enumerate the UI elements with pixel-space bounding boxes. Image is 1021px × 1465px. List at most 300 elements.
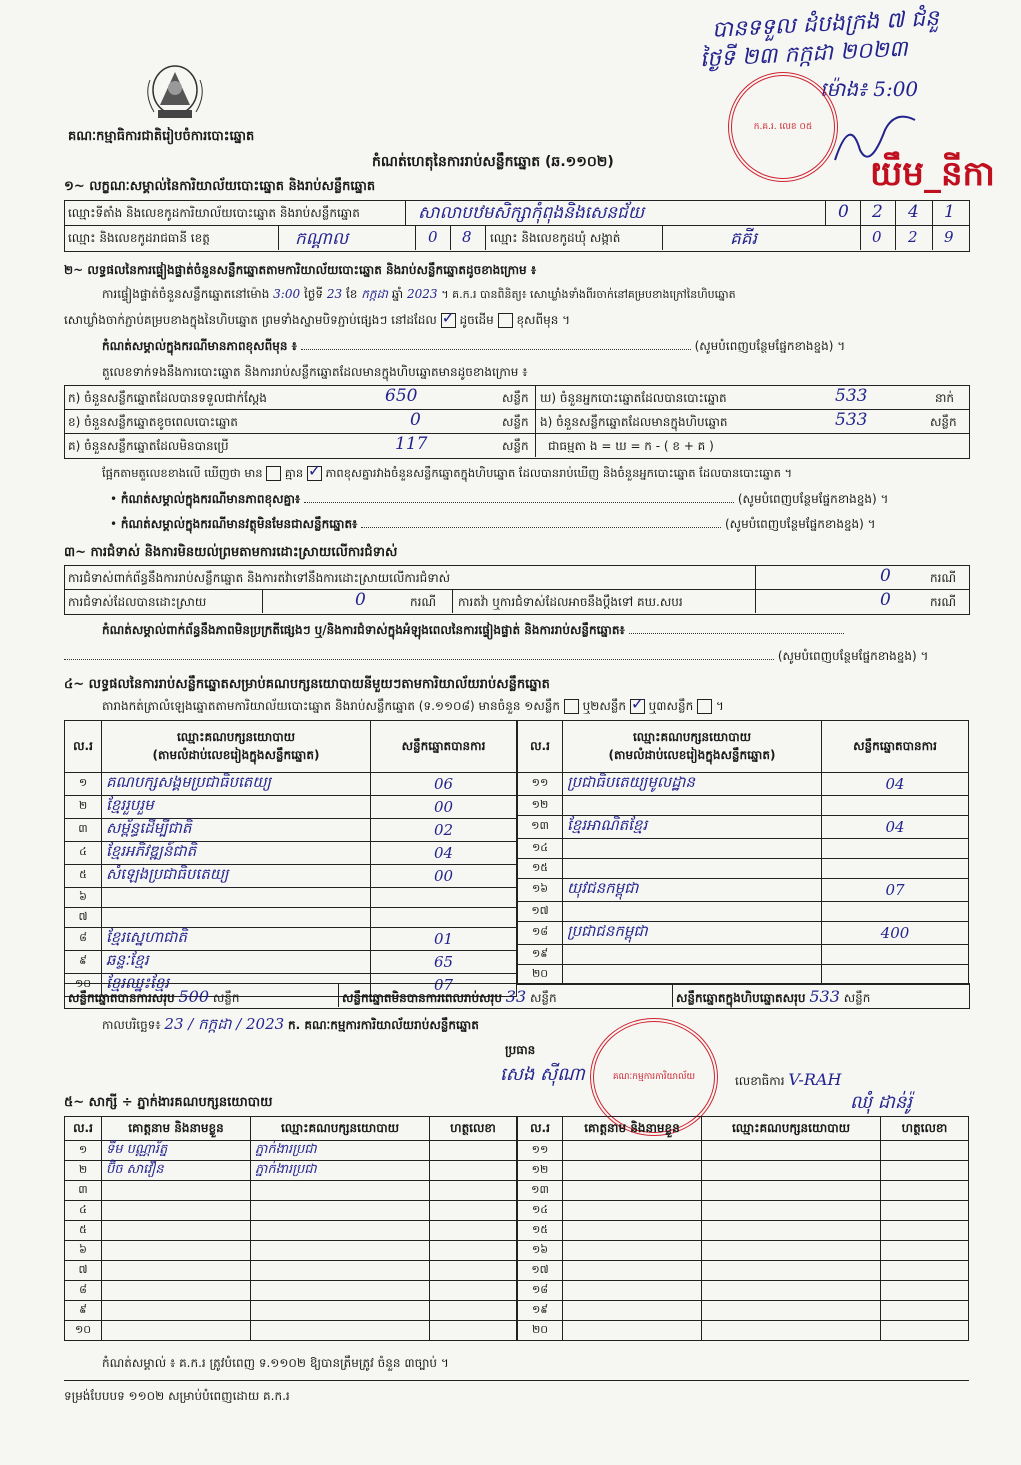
witness-row-no: ១១: [518, 1141, 563, 1161]
vote-row-party: ខ្មែរឈ្នះខ្មែរ: [102, 974, 371, 997]
witness-row-party: [251, 1321, 430, 1341]
location-code-3: 4: [908, 202, 919, 222]
vote-row-party: ប្រជាធិបតេយ្យមូលដ្ឋាន: [563, 773, 822, 796]
vote-row-votes: 02: [371, 819, 517, 842]
total-box-label: សន្លឹកឆ្នោតក្នុងហិបឆ្នោតសរុប: [676, 991, 806, 1005]
witness-table-left: [64, 1116, 517, 1341]
vote-row: [65, 928, 517, 951]
witness-row-name: [563, 1141, 702, 1161]
vote-row: [518, 839, 969, 859]
witness-row-no: ២: [65, 1161, 102, 1181]
unused-value: 117: [395, 434, 428, 454]
vote-row-no: ១២: [518, 796, 563, 816]
witness-row-signature: [881, 1241, 969, 1261]
witness-row-signature: [430, 1281, 517, 1301]
province-code-1: 0: [428, 228, 438, 246]
verify-time: 3:00: [273, 287, 301, 301]
received-value: 650: [385, 386, 418, 406]
vote-row-votes: [371, 908, 517, 928]
verify-year-label: ឆ្នាំ: [391, 287, 404, 301]
witness-row: [65, 1301, 517, 1321]
note-difference-line: • កំណត់សម្គាល់ក្នុងករណីមានភាពខុសគ្នា៖ (សូមបំពេញបន្ថែមផ្នែកខាងខ្នង) ។: [110, 492, 889, 506]
col-party-left-title: ឈ្មោះគណបក្សនយោបាយ: [176, 729, 296, 744]
vote-row: [65, 796, 517, 819]
witness-row-name: [102, 1261, 251, 1281]
witness-row-name: [563, 1241, 702, 1261]
col-votes-left: សន្លឹកឆ្នោតបានការ: [371, 721, 517, 773]
inbox-unit: សន្លឹក: [930, 415, 957, 429]
vote-row-no: ១៣: [518, 816, 563, 839]
witness-row-signature: [430, 1221, 517, 1241]
province-code-2: 8: [462, 228, 472, 246]
witness-row-no: ១៣: [518, 1181, 563, 1201]
appeal-unit: ករណី: [930, 595, 957, 609]
vote-row-no: ១៧: [518, 902, 563, 922]
w-col-party-left: ឈ្មោះគណបក្សនយោបាយ: [251, 1117, 430, 1141]
verify-day-label: ថ្ងៃទី: [303, 287, 323, 301]
witness-row-no: ៥: [65, 1221, 102, 1241]
w-col-name-right: គោត្តនាម និងនាមខ្លួន: [563, 1117, 702, 1141]
vote-row: [518, 965, 969, 985]
note-diff-line: [102, 338, 968, 356]
total-valid-unit: សន្លឹក: [212, 991, 240, 1005]
total-valid-label: សន្លឹកឆ្នោតបានការសរុប: [68, 991, 175, 1005]
witness-row: [518, 1221, 969, 1241]
inbox-value: 533: [835, 410, 868, 430]
witness-row-party: [251, 1241, 430, 1261]
location-label: ឈ្មោះទីតាំង និងលេខកូដការិយាល័យបោះឆ្នោត និងរាប់សន្លឹកឆ្នោត: [68, 206, 360, 220]
diff-label: ខុសពីមុន: [516, 313, 559, 327]
secretary-label: លេខាធិការ: [735, 1074, 785, 1088]
col-votes-right: សន្លឹកឆ្នោតបានការ: [822, 721, 969, 773]
w-col-sig-right: ហត្ថលេខា: [881, 1117, 969, 1141]
witness-row-signature: [881, 1161, 969, 1181]
witness-row-no: ១២: [518, 1161, 563, 1181]
witness-row-signature: [881, 1261, 969, 1281]
vote-row-party: [563, 902, 822, 922]
witness-row: [518, 1181, 969, 1201]
same-checkbox[interactable]: [441, 313, 456, 328]
col-party-right-title: ឈ្មោះគណបក្សនយោបាយ: [632, 729, 752, 744]
note-foreign-label: កំណត់សម្គាល់ក្នុងករណីមានវត្ថុមិនមែនជាសន្លឹកឆ្នោត៖: [120, 517, 358, 531]
witness-row-name: [563, 1281, 702, 1301]
tally-intro: តារាងកត់ត្រាលំឡេងឆ្នោតតាមការិយាល័យបោះឆ្នោត និងរាប់សន្លឹកឆ្នោត (ទ.១១០៨) មានចំនួន ១សន្លឹក: [102, 699, 560, 713]
verify-rest: ។ គ.ក.រ បានពិនិត្យ៖ សោឃ្លាំងទាំងពីរចាក់នៅគម្របខាងក្រៅនៃហិបឆ្នោត: [441, 288, 736, 301]
resolved-value: 0: [355, 590, 366, 610]
vote-row: [518, 879, 969, 902]
note-foreign-line: • កំណត់សម្គាល់ក្នុងករណីមានវត្ថុមិនមែនជាសន្លឹកឆ្នោត៖ (សូមបំពេញបន្ថែមផ្នែកខាងខ្នង) ។: [110, 517, 876, 531]
fill-more-3: (សូមបំពេញបន្ថែមផ្នែកខាងខ្នង) ។: [725, 517, 876, 531]
objection-value: 0: [880, 566, 891, 586]
hw-received-time: ម៉ោង៖ 5:00: [820, 77, 919, 101]
vote-row-party: [563, 945, 822, 965]
vote-row-no: ១៨: [518, 922, 563, 945]
vote-row-no: ១៤: [518, 839, 563, 859]
witness-row-party: [702, 1241, 881, 1261]
voters-value: 533: [835, 386, 868, 406]
witness-row-name: [563, 1301, 702, 1321]
no-diff-checkbox[interactable]: [307, 466, 322, 481]
compare-rest: ភាពខុសគ្នារវាងចំនួនសន្លឹកឆ្នោតក្នុងហិបឆ្នោត ដែលបានរាប់ឃើញ និងចំនួនអ្នកបោះឆ្នោត ដែលបានបោះឆ្នោត ។: [325, 466, 793, 480]
witness-row-name: [563, 1201, 702, 1221]
resolved-unit: ករណី: [410, 595, 437, 609]
spoiled-label: ខ) ចំនួនសន្លឹកឆ្នោតខូចពេលបោះឆ្នោត: [68, 415, 238, 429]
vote-row-party: ខ្មែរស្នេហាជាតិ: [102, 928, 371, 951]
vote-row-party: ឆន្ទៈខ្មែរ: [102, 951, 371, 974]
total-box-line: [676, 987, 870, 1008]
total-invalid-label: សន្លឹកឆ្នោតមិនបានការពេលរាប់សរុប: [342, 991, 502, 1005]
form-version: ទម្រង់បែបបទ ១១០២ សម្រាប់បំពេញដោយ គ.ក.រ: [64, 1389, 290, 1403]
w-col-name-left: គោត្តនាម និងនាមខ្លួន: [102, 1117, 251, 1141]
vote-row: [518, 902, 969, 922]
witness-row-signature: [430, 1241, 517, 1261]
date-label: កាលបរិច្ឆេទ៖: [102, 1018, 161, 1032]
witness-row: [65, 1181, 517, 1201]
irregularity-line-2: [64, 648, 928, 666]
vote-row: [518, 796, 969, 816]
vote-row-votes: 07: [371, 974, 517, 997]
verify-time-label: ការផ្ទៀងផ្ទាត់ចំនួនសន្លឹកឆ្នោតនៅម៉ោង: [102, 287, 270, 301]
col-no-right: ល.រ: [518, 721, 563, 773]
has-diff-checkbox[interactable]: [266, 466, 281, 481]
compare-line: [102, 466, 792, 483]
witness-row-party: [702, 1281, 881, 1301]
vote-row: [518, 922, 969, 945]
vote-row-no: ១០: [65, 974, 102, 997]
witness-row: [518, 1281, 969, 1301]
location-code-2: 2: [872, 202, 883, 222]
vote-row-no: ២: [65, 796, 102, 819]
vote-row-votes: 07: [822, 879, 969, 902]
commune-code-1: 0: [872, 228, 882, 246]
secretary-line: [735, 1070, 841, 1091]
vote-row: [65, 865, 517, 888]
resolved-label: ការជំទាស់ដែលបានដោះស្រាយ: [68, 595, 207, 609]
tally-sheets-line: តារាងកត់ត្រាលំឡេងឆ្នោតតាមការិយាល័យបោះឆ្នោត និងរាប់សន្លឹកឆ្នោត (ទ.១១០៨) មានចំនួន ១សន្លឹក ឬ២សន្លឹក ✓ ឬ៣សន្លឹក ។: [102, 698, 724, 716]
w-col-no-right: ល.រ: [518, 1117, 563, 1141]
witness-row: [65, 1261, 517, 1281]
commune-label: ឈ្មោះ និងលេខកូដឃុំ សង្កាត់: [490, 231, 621, 245]
location-code-1: 0: [838, 202, 849, 222]
irregularity-line: [102, 622, 844, 640]
vote-row: [65, 951, 517, 974]
col-no-left: ល.រ: [65, 721, 102, 773]
section1-title: ១~ លក្ខណៈសម្គាល់នៃការិយាល័យបោះឆ្នោត និងរាប់សន្លឹកឆ្នោត: [64, 179, 376, 194]
voters-unit: នាក់: [935, 391, 955, 405]
witness-row-signature: [430, 1141, 517, 1161]
vote-row-votes: [822, 839, 969, 859]
witness-row-party: [702, 1301, 881, 1321]
vote-row: [65, 773, 517, 796]
w-col-sig-left: ហត្ថលេខា: [430, 1117, 517, 1141]
verify-day: 23: [326, 287, 343, 301]
vote-row-party: [563, 965, 822, 985]
vote-row-votes: [822, 945, 969, 965]
witness-row-signature: [881, 1141, 969, 1161]
vote-row-votes: [371, 888, 517, 908]
numbers-intro: តួលេខទាក់ទងនឹងការបោះឆ្នោត និងការរាប់សន្លឹកឆ្នោតដែលមានក្នុងហិបឆ្នោតមានដូចខាងក្រោម ៖: [102, 365, 528, 379]
vote-row: [518, 945, 969, 965]
votes-table-right: [517, 720, 969, 985]
witness-row-signature: [881, 1301, 969, 1321]
vote-row-party: សម្ព័ន្ធដើម្បីជាតិ: [102, 819, 371, 842]
vote-row-no: ១៩: [518, 945, 563, 965]
received-label: ក) ចំនួនសន្លឹកឆ្នោតដែលបានទទួលជាក់ស្តែង: [68, 391, 267, 405]
commune-value: គគីរ: [730, 229, 757, 249]
formula: ជាធម្មតា ង = ឃ = ក - ( ខ + គ ): [548, 439, 714, 453]
witness-row-no: ៤: [65, 1201, 102, 1221]
witness-row-party: [251, 1181, 430, 1201]
total-valid-line: [68, 987, 240, 1008]
witness-row: [518, 1141, 969, 1161]
objection-label: ការជំទាស់ពាក់ព័ន្ធនឹងការរាប់សន្លឹកឆ្នោត និងការតវ៉ាទៅនឹងការដោះស្រាយលើការជំទាស់: [68, 571, 451, 585]
compare-text: ផ្អែកតាមតួលេខខាងលើ ឃើញថា មាន: [102, 466, 263, 480]
note-diff-label: កំណត់សម្គាល់ក្នុងករណីមានភាពខុសពីមុន ៖: [102, 339, 297, 353]
vote-row-no: ៣: [65, 819, 102, 842]
col-party-left: [102, 721, 371, 773]
page-title: កំណត់ហេតុនៃការរាប់សន្លឹកឆ្នោត (ឆ.១១០២): [372, 154, 614, 170]
same-label: ដូចដើម: [459, 313, 494, 327]
vote-row-votes: [822, 965, 969, 985]
three-sheet-checkbox[interactable]: [697, 699, 712, 714]
verify-line: [102, 286, 736, 304]
witness-row-name: [563, 1261, 702, 1281]
vote-row-no: ៩: [65, 951, 102, 974]
vote-row-votes: 04: [822, 816, 969, 839]
hw-received-note: បានទទួល ដំបងក្រង ៧ ជំនួ: [711, 6, 940, 43]
vote-row-party: ខ្មែររួបរួម: [102, 796, 371, 819]
total-invalid-line: [342, 987, 557, 1008]
witness-row-name: [563, 1221, 702, 1241]
diff-checkbox[interactable]: [498, 313, 513, 328]
witness-row-signature: [881, 1181, 969, 1201]
witness-row-name: [102, 1321, 251, 1341]
vote-row-no: ២០: [518, 965, 563, 985]
commune-code-3: 9: [944, 228, 954, 246]
witness-table-right: [517, 1116, 969, 1341]
hw-signature-mark: [830, 110, 920, 170]
col-party-right: [563, 721, 822, 773]
witness-row-party: [251, 1281, 430, 1301]
witness-row-no: ១៦: [518, 1241, 563, 1261]
received-unit: សន្លឹក: [502, 391, 529, 405]
witness-row-name: ប៊ិច សាវឿន: [102, 1161, 251, 1181]
witness-row-party: [702, 1161, 881, 1181]
two-sheet-checkbox[interactable]: [630, 699, 645, 714]
witness-row-name: [102, 1281, 251, 1301]
witness-row: [65, 1321, 517, 1341]
location-code-4: 1: [944, 202, 955, 222]
witness-row-no: ៨: [65, 1281, 102, 1301]
vote-row-party: [563, 796, 822, 816]
secretary-name: ឈុំ ដាន់រ៉ូ: [850, 1092, 912, 1113]
vote-row-party: [102, 888, 371, 908]
witness-row-party: [702, 1261, 881, 1281]
note-difference-label: កំណត់សម្គាល់ក្នុងករណីមានភាពខុសគ្នា៖: [120, 492, 301, 506]
witness-row-no: ២០: [518, 1321, 563, 1341]
witness-row: [518, 1241, 969, 1261]
witness-row-signature: [430, 1321, 517, 1341]
witness-row: [518, 1201, 969, 1221]
verify-year: 2023: [406, 287, 438, 301]
vote-row-votes: 04: [371, 842, 517, 865]
vote-row-no: ៨: [65, 928, 102, 951]
witness-row-name: [102, 1221, 251, 1241]
witness-row: [518, 1301, 969, 1321]
official-stamp-top: [728, 72, 838, 182]
vote-row-party: ខ្មែរអាណិតខ្មែរ: [563, 816, 822, 839]
unused-label: គ) ចំនួនសន្លឹកឆ្នោតដែលមិនបានប្រើ: [68, 439, 229, 453]
vote-row-no: ៤: [65, 842, 102, 865]
stamp-top-text: ក.គ.រ. លេខ ០៥: [753, 121, 813, 132]
witness-row-name: [563, 1321, 702, 1341]
witness-row-signature: [430, 1201, 517, 1221]
fill-more-1: (សូមបំពេញបន្ថែមផ្នែកខាងខ្នង) ។: [694, 339, 846, 353]
vote-row-party: សំឡេងប្រជាធិបតេយ្យ: [102, 865, 371, 888]
witness-row: [518, 1161, 969, 1181]
vote-row: [518, 859, 969, 879]
witness-row-no: ១៩: [518, 1301, 563, 1321]
witness-row: [518, 1321, 969, 1341]
voters-label: ឃ) ចំនួនអ្នកបោះឆ្នោតដែលបានបោះឆ្នោត: [540, 391, 727, 405]
section5-title: ៥~ សាក្សី ÷ ភ្នាក់ងារគណបក្សនយោបាយ: [64, 1095, 273, 1110]
vote-row-no: ៦: [65, 888, 102, 908]
spoiled-value: 0: [410, 410, 421, 430]
witness-row-party: [251, 1201, 430, 1221]
witness-row-party: [702, 1181, 881, 1201]
chair-signature: សេង សុីណា: [500, 1064, 585, 1085]
vote-row-votes: [822, 859, 969, 879]
unused-unit: សន្លឹក: [502, 439, 529, 453]
witness-row: [65, 1281, 517, 1301]
total-invalid-unit: សន្លឹក: [529, 991, 557, 1005]
province-label: ឈ្មោះ និងលេខកូដរាជធានី ខេត្ត: [68, 231, 210, 245]
verify-month: កក្កដា: [361, 287, 388, 301]
verify-line-2: សោឃ្លាំងចាក់ភ្ជាប់គម្របខាងក្នុងនៃហិបឆ្នោត ព្រមទាំងស្នាមបិទភ្ជាប់ផ្សេងៗ នៅដដែល ✓ ដូចដើម ខុសពីមុន ។: [64, 312, 570, 330]
province-value: កណ្តាល: [295, 229, 349, 249]
witness-row-party: [702, 1321, 881, 1341]
spoiled-unit: សន្លឹក: [502, 415, 529, 429]
witness-row-no: ៣: [65, 1181, 102, 1201]
vote-row-no: ១៦: [518, 879, 563, 902]
commune-code-2: 2: [908, 228, 918, 246]
fill-more-4: (សូមបំពេញបន្ថែមផ្នែកខាងខ្នង) ។: [777, 649, 929, 663]
vote-row: [518, 816, 969, 839]
one-sheet-checkbox[interactable]: [564, 699, 579, 714]
verify-month-label: ខែ: [345, 287, 358, 301]
witness-row-no: ១៤: [518, 1201, 563, 1221]
vote-row-votes: 01: [371, 928, 517, 951]
vote-row: [518, 773, 969, 796]
red-signature-name: យឹម_នីកា: [870, 154, 995, 194]
witness-row-no: ៦: [65, 1241, 102, 1261]
vote-row-votes: 00: [371, 865, 517, 888]
date-value: 23 / កក្កដា / 2023: [164, 1015, 285, 1033]
two-sheet-label: ឬ២សន្លឹក: [582, 699, 627, 713]
witness-row: [65, 1161, 517, 1181]
witness-row-signature: [430, 1261, 517, 1281]
witness-row-party: ភ្នាក់ងារប្រជា: [251, 1141, 430, 1161]
witness-row-name: ទឹម បណ្ណារ័ត្ន: [102, 1141, 251, 1161]
witness-row-signature: [881, 1281, 969, 1301]
witness-row-party: [251, 1261, 430, 1281]
witness-row-name: [563, 1181, 702, 1201]
witness-row: [65, 1241, 517, 1261]
secretary-signature: V-RAH: [788, 1070, 842, 1089]
witness-row-party: [251, 1221, 430, 1241]
witness-row-no: ១: [65, 1141, 102, 1161]
fill-more-2: (សូមបំពេញបន្ថែមផ្នែកខាងខ្នង) ។: [737, 492, 889, 506]
w-col-party-right: ឈ្មោះគណបក្សនយោបាយ: [702, 1117, 881, 1141]
vote-row-no: ១១: [518, 773, 563, 796]
witness-row-name: [102, 1181, 251, 1201]
section4-title: ៤~ លទ្ធផលនៃការរាប់សន្លឹកឆ្នោតសម្រាប់គណបក្សនយោបាយនីមួយៗតាមការិយាល័យរាប់សន្លឹកឆ្នោត: [64, 677, 550, 692]
col-party-right-sub: (តាមលំដាប់លេខរៀងក្នុងសន្លឹកឆ្នោត): [608, 747, 776, 762]
appeal-label: ការតវ៉ា ឬការជំទាស់ដែលអាចនឹងប្តឹងទៅ គឃ.សបរ: [458, 595, 683, 609]
vote-row-votes: 06: [371, 773, 517, 796]
witness-row-no: ៩: [65, 1301, 102, 1321]
chair-label: ប្រធាន: [505, 1043, 536, 1057]
emblem: [140, 60, 210, 126]
witness-row: [518, 1261, 969, 1281]
witness-row: [65, 1141, 517, 1161]
vote-row-no: ៧: [65, 908, 102, 928]
vote-row-party: យុវជនកម្ពុជា: [563, 879, 822, 902]
stamp-bottom-text: គណៈកម្មការការិយាល័យ: [612, 1071, 696, 1082]
vote-row: [65, 908, 517, 928]
inbox-label: ង) ចំនួនសន្លឹកឆ្នោតដែលមានក្នុងហិបឆ្នោត: [540, 415, 728, 429]
witness-row-signature: [430, 1301, 517, 1321]
irregularity-label: កំណត់សម្គាល់ពាក់ព័ន្ធនឹងភាពមិនប្រក្រតីផ្សេងៗ ឬ/និងការជំទាស់ក្នុងអំឡុងពេលនៃការផ្ទៀងផ្ទាត់ និងការរាប់សន្លឹកឆ្នោត៖: [102, 623, 625, 637]
vote-row-party: [563, 839, 822, 859]
total-valid-value: 500: [178, 987, 210, 1006]
section3-title: ៣~ ការជំទាស់ និងការមិនយល់ព្រមតាមការដោះស្រាយលើការជំទាស់: [64, 545, 398, 560]
witness-row-signature: [881, 1201, 969, 1221]
witness-row-signature: [881, 1321, 969, 1341]
votes-table-left: [64, 720, 517, 997]
witness-row-party: [702, 1201, 881, 1221]
vote-row-party: ប្រជាជនកម្ពុជា: [563, 922, 822, 945]
total-box-unit: សន្លឹក: [843, 991, 871, 1005]
verify-para2: សោឃ្លាំងចាក់ភ្ជាប់គម្របខាងក្នុងនៃហិបឆ្នោត ព្រមទាំងស្នាមបិទភ្ជាប់ផ្សេងៗ នៅដដែល: [64, 313, 437, 327]
vote-row-no: ១៥: [518, 859, 563, 879]
vote-row: [65, 819, 517, 842]
witness-row-name: [102, 1241, 251, 1261]
vote-row-party: ខ្មែរអភិវឌ្ឍន៍ជាតិ: [102, 842, 371, 865]
location-value: សាលាបឋមសិក្សាកុំពុងនិងសេនជ័យ: [418, 203, 645, 223]
vote-row-votes: 04: [822, 773, 969, 796]
appeal-value: 0: [880, 590, 891, 610]
witness-row-party: [251, 1301, 430, 1321]
witness-row-party: ភ្នាក់ងារប្រជា: [251, 1161, 430, 1181]
witness-row-signature: [881, 1221, 969, 1241]
vote-row-party: [563, 859, 822, 879]
office-label: ក. គណៈកម្មការការិយាល័យរាប់សន្លឹកឆ្នោត: [288, 1018, 479, 1032]
org-name: គណៈកម្មាធិការជាតិរៀបចំការបោះឆ្នោត: [68, 129, 255, 144]
w-col-no-left: ល.រ: [65, 1117, 102, 1141]
vote-row: [65, 842, 517, 865]
witness-row-no: ៧: [65, 1261, 102, 1281]
vote-row-no: ១: [65, 773, 102, 796]
witness-row-name: [102, 1301, 251, 1321]
section2-title: ២~ លទ្ធផលនៃការផ្ទៀងផ្ទាត់ចំនួនសន្លឹកឆ្នោតតាមការិយាល័យបោះឆ្នោត និងរាប់សន្លឹកឆ្នោតដូចខាងក្រោម ៖: [64, 263, 537, 277]
vote-row-votes: 400: [822, 922, 969, 945]
witness-row: [65, 1201, 517, 1221]
witness-row-no: ១០: [65, 1321, 102, 1341]
three-sheet-label: ឬ៣សន្លឹក: [648, 699, 694, 713]
vote-row: [65, 888, 517, 908]
witness-row-party: [702, 1221, 881, 1241]
